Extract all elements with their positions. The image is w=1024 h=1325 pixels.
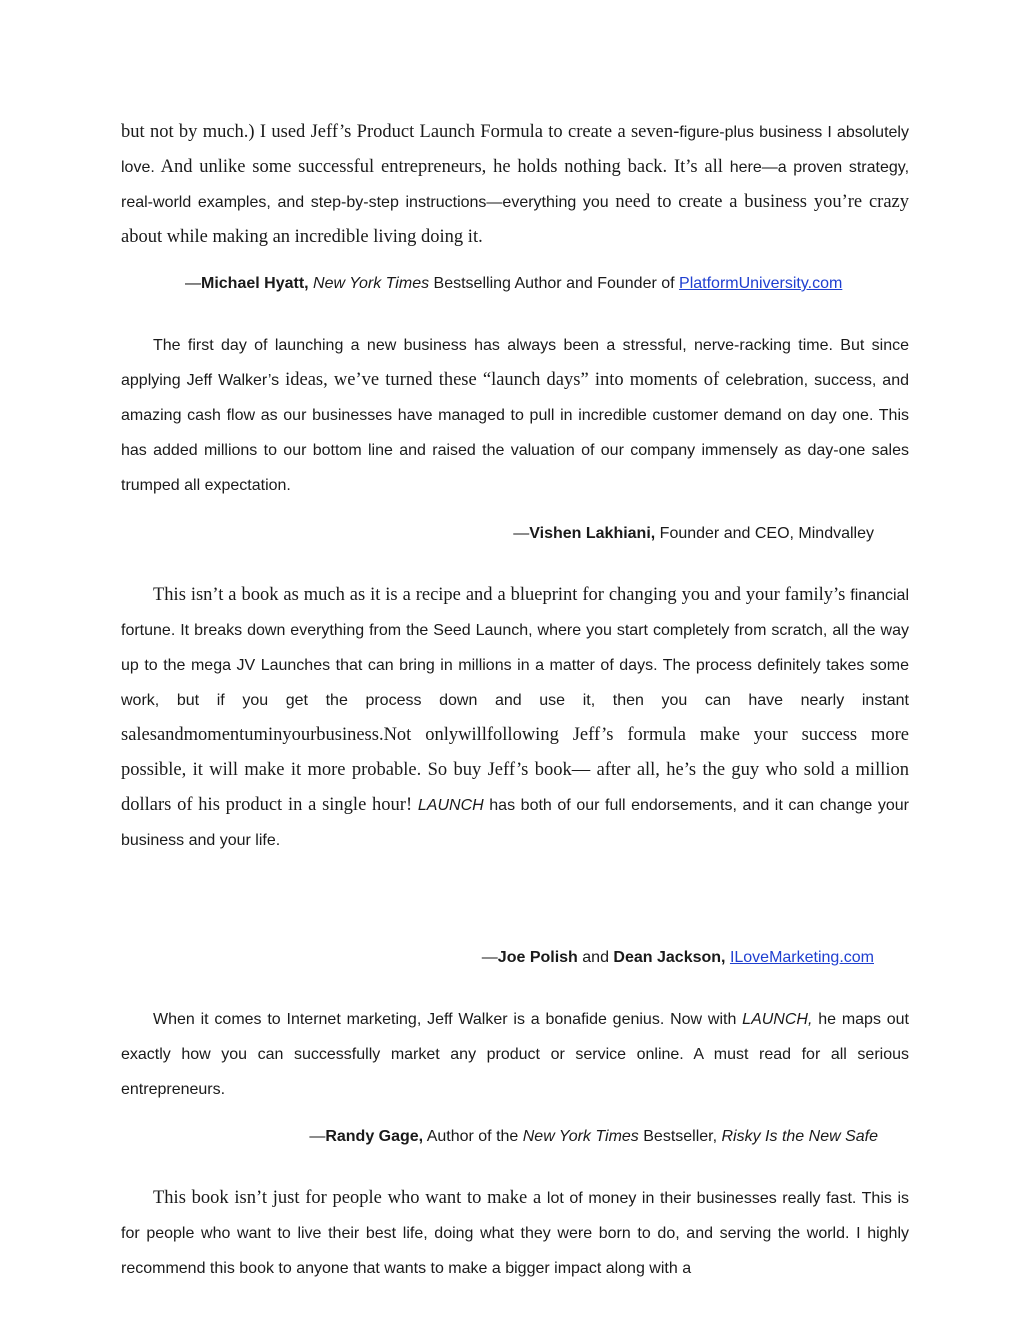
text-run: lot of money in their businesses really fast. This is for people who want to live their best life, doing what they were born to do, and serving the world. I highly recommend this book to anyone that wants to make a bigger impact along with a <box>121 1190 910 1277</box>
ilovemarketing-link[interactable]: ILoveMarketing.com <box>729 949 874 966</box>
testimonial-lakhiani-text <box>121 328 909 503</box>
attribution-dash: — <box>185 275 201 292</box>
text-run: need to create a business you’re crazy about while making an incredible living doing it. <box>121 192 909 247</box>
book-title: Risky Is the New Safe <box>721 1128 878 1145</box>
text-run: salesandmomentuminyourbusiness.Not onlywillfollowing Jeff’s formula make your success more possible, it will make it more probable. So buy Jeff’s book— after all, he’s the guy who sold a million dollars of his product in a single hour! <box>121 725 909 815</box>
author-name: Dean Jackson, <box>613 949 726 966</box>
attribution-gage <box>309 1125 878 1149</box>
attribution-lakhiani <box>513 522 874 546</box>
testimonial-gage-text <box>121 1002 909 1107</box>
text-run: here—a proven strategy, real-world examples, and step-by-step instructions—everything you <box>121 159 910 211</box>
book-title: LAUNCH, <box>742 1011 813 1028</box>
text-run: financial fortune. It breaks down everything from the Seed Launch, where you start completely from scratch, all the way up to the mega JV Launches that can bring in millions in a matter of days. The process definitely takes some work, but if you get the process down and use it, then you can have nearly instant <box>121 587 909 709</box>
attribution-dash: — <box>513 525 530 542</box>
author-role: Bestseller, <box>638 1128 722 1145</box>
publication-name: New York Times <box>522 1128 639 1145</box>
testimonial-polish-jackson-text <box>121 578 909 858</box>
testimonial-next-text <box>121 1181 909 1286</box>
author-role: Bestselling Author and Founder of <box>429 275 680 292</box>
text-run: This isn’t a book as much as it is a recipe and a blueprint for changing you and your family’s <box>153 585 851 605</box>
text-run: The first day of launching a new business has always been a stressful, nerve-racking time. But since applying Jeff Walker’s <box>121 337 909 389</box>
author-role: Author of the <box>423 1128 523 1145</box>
text-run: ideas, we’ve turned these “launch days” into moments of <box>285 370 726 390</box>
attribution-dash: — <box>309 1128 326 1145</box>
author-name: Randy Gage, <box>325 1128 424 1145</box>
text-run: And unlike some successful entrepreneurs, he holds nothing back. It’s all <box>154 157 730 177</box>
testimonial-hyatt-text <box>121 115 909 255</box>
attribution-dash: — <box>481 949 498 966</box>
attribution-hyatt <box>185 272 842 296</box>
text-run: has both of our full endorsements, and it can change your business and your life. <box>121 797 909 849</box>
platform-university-link[interactable]: PlatformUniversity.com <box>679 275 843 292</box>
text-run: figure-plus business I absolutely love. <box>121 124 909 176</box>
text-run: he maps out exactly how you can successfully market any product or service online. A must read for all serious entrepreneurs. <box>121 1011 910 1098</box>
conjunction: and <box>577 949 614 966</box>
author-name: Michael Hyatt, <box>201 275 309 292</box>
text-run: but not by much.) I used Jeff’s Product Launch Formula to create a seven- <box>121 122 680 142</box>
author-name: Vishen Lakhiani, <box>529 525 656 542</box>
text-run: When it comes to Internet marketing, Jeff Walker is a bonafide genius. Now with <box>153 1011 743 1028</box>
text-run: This book isn’t just for people who want to make a <box>153 1188 547 1208</box>
publication-name: New York Times <box>313 275 430 292</box>
attribution-polish-jackson <box>482 946 874 970</box>
text-run: celebration, success, and amazing cash flow as our businesses have managed to pull in incredible customer demand on day one. This has added millions to our bottom line and raised the valuation of our company immensely as day-one sales trumped all expectation. <box>121 372 910 494</box>
author-role: Founder and CEO, Mindvalley <box>655 525 874 542</box>
book-title: LAUNCH <box>417 797 484 814</box>
author-name: Joe Polish <box>497 949 578 966</box>
